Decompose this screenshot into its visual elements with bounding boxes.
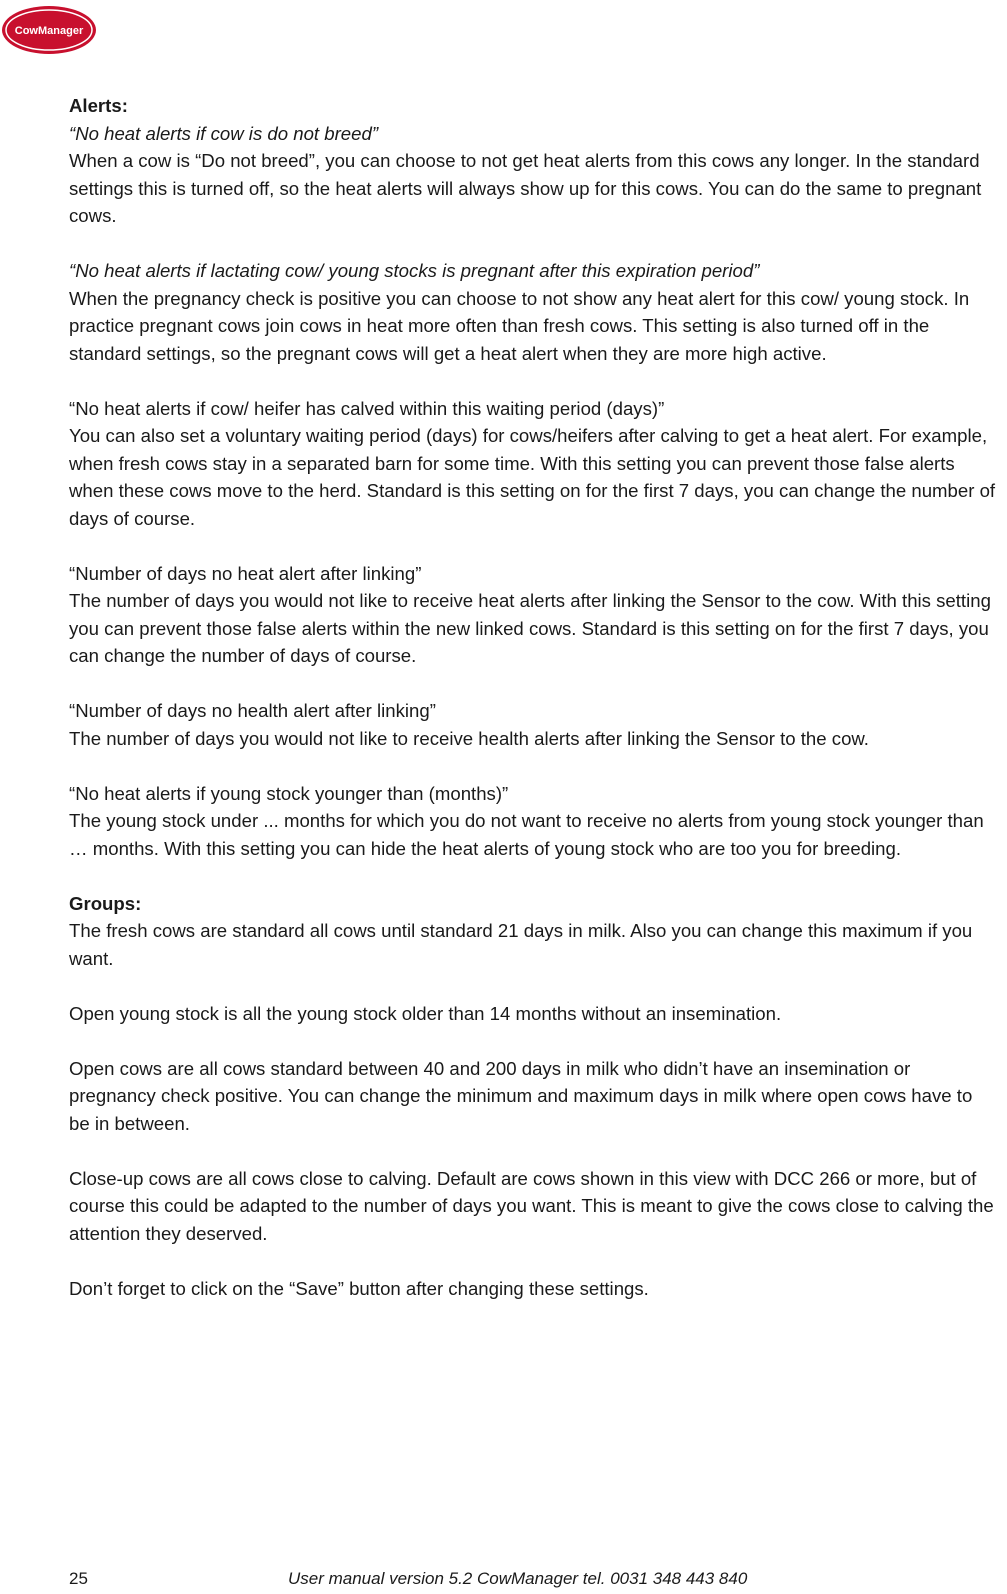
document-body	[69, 92, 997, 1302]
alert-body-health-linking: The number of days you would not like to receive health alerts after linking the Sensor to the cow.	[69, 727, 869, 749]
alert-title-young-stock: “No heat alerts if young stock younger than (months)”	[69, 782, 509, 804]
cowmanager-logo	[0, 4, 98, 56]
groups-open-cows: Open cows are all cows standard between 40 and 200 days in milk who didn’t have an insemination or pregnancy check positive. You can change the minimum and maximum days in milk where open cows have to be in between.	[69, 1057, 973, 1134]
alert-title-health-linking: “Number of days no health alert after linking”	[69, 700, 436, 721]
alert-body-do-not-breed: When a cow is “Do not breed”, you can choose to not get heat alerts from this cows any longer. In the standard settings this is turned off, so the heat alerts will always show up for this cows. You can do the same to pregnant cows.	[69, 150, 982, 226]
groups-save-reminder: Don’t forget to click on the “Save” button after changing these settings.	[69, 1277, 649, 1299]
alert-body-heat-linking: The number of days you would not like to receive heat alerts after linking the Sensor to the cow. With this setting you can prevent those false alerts within the new linked cows. Standard is this setting on for the first 7 days, you can change the number of days of course.	[69, 590, 991, 666]
groups-fresh-cows: The fresh cows are standard all cows until standard 21 days in milk. Also you can change this maximum if you want.	[69, 920, 973, 969]
groups-open-young-stock: Open young stock is all the young stock older than 14 months without an insemination.	[69, 1002, 782, 1024]
alert-title-pregnant: “No heat alerts if lactating cow/ young stocks is pregnant after this expiration period”	[69, 260, 760, 281]
alerts-heading: Alerts:	[69, 95, 128, 116]
alert-title-heat-linking: “Number of days no heat alert after linking”	[69, 562, 422, 584]
alert-body-young-stock: The young stock under ... months for which you do not want to receive no alerts from young stock younger than … months. With this setting you can hide the heat alerts of young stock who are too you for breeding.	[69, 810, 984, 859]
alert-body-pregnant: When the pregnancy check is positive you can choose to not show any heat alert for this cow/ young stock. In practice pregnant cows join cows in heat more often than fresh cows. This setting is also turned off in the standard settings, so the pregnant cows will get a heat alert when they are more high active.	[69, 287, 970, 364]
alert-title-calved: “No heat alerts if cow/ heifer has calved within this waiting period (days)”	[69, 397, 665, 419]
alert-title-do-not-breed: “No heat alerts if cow is do not breed”	[69, 122, 379, 144]
groups-close-up-cows: Close-up cows are all cows close to calving. Default are cows shown in this view with DCC 266 or more, but of course this could be adapted to the number of days you want. This is meant to give the cows close to calving the attention they deserved.	[69, 1167, 994, 1244]
logo-text: CowManager	[14, 25, 84, 37]
footer-text: User manual version 5.2 CowManager tel. 0031 348 443 840	[288, 1569, 748, 1588]
page-footer	[0, 1567, 1007, 1591]
alert-body-calved: You can also set a voluntary waiting period (days) for cows/heifers after calving to get a heat alert. For example, when fresh cows stay in a separated barn for some time. With this setting you can prevent those false alerts when these cows move to the herd. Standard is this setting on for the first 7 days, you can change the number of days of course.	[69, 425, 996, 529]
groups-heading: Groups:	[69, 892, 142, 914]
page-number: 25	[69, 1569, 88, 1588]
